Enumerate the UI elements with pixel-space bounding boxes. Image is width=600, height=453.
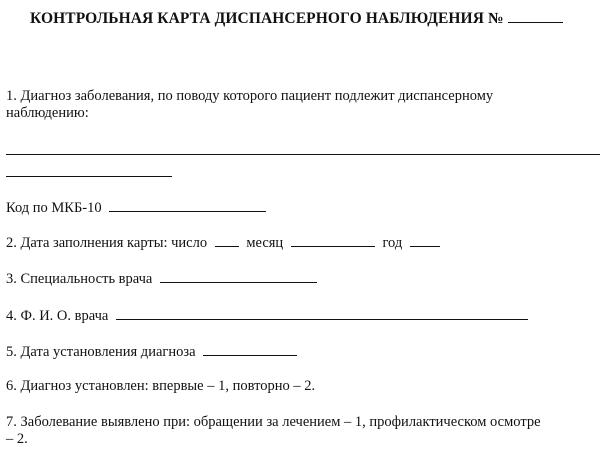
fill-day-field[interactable] xyxy=(215,234,239,247)
fill-date-label: 2. Дата заполнения карты: число xyxy=(6,235,208,251)
diagnosis-date-row xyxy=(6,343,297,361)
icd-code-field[interactable] xyxy=(109,199,266,212)
diagnosis-established-row xyxy=(6,378,315,395)
specialty-field[interactable] xyxy=(160,270,317,283)
disease-detected-row xyxy=(6,414,600,448)
diagnosis-question xyxy=(6,88,596,122)
disease-detected-line1: 7. Заболевание выявлено при: обращении за лечением – 1, профилактическом осмотре xyxy=(6,414,541,430)
icd-code-label: Код по МКБ-10 xyxy=(6,200,102,216)
form-title-text: КОНТРОЛЬНАЯ КАРТА ДИСПАНСЕРНОГО НАБЛЮДЕНИЯ № xyxy=(30,10,504,27)
diagnosis-date-label: 5. Дата установления диагноза xyxy=(6,344,196,360)
fill-month-field[interactable] xyxy=(291,234,375,247)
doctor-name-label: 4. Ф. И. О. врача xyxy=(6,308,109,324)
diagnosis-field-line-2[interactable] xyxy=(6,176,172,177)
fill-month-label: месяц xyxy=(246,235,284,251)
form-title xyxy=(30,9,563,28)
diagnosis-established-text: 6. Диагноз установлен: впервые – 1, повторно – 2. xyxy=(6,378,316,394)
doctor-name-row xyxy=(6,307,528,325)
diagnosis-field-line-1[interactable] xyxy=(6,154,600,155)
fill-date-row xyxy=(6,234,440,252)
fill-year-field[interactable] xyxy=(410,234,440,247)
specialty-label: 3. Специальность врача xyxy=(6,271,153,287)
specialty-row xyxy=(6,270,317,288)
disease-detected-line2: – 2. xyxy=(6,431,28,447)
diagnosis-question-line2: наблюдению: xyxy=(6,105,89,121)
icd-code-row xyxy=(6,199,266,217)
diagnosis-date-field[interactable] xyxy=(203,343,297,356)
card-number-field[interactable] xyxy=(508,9,563,23)
doctor-name-field[interactable] xyxy=(116,307,528,320)
fill-year-label: год xyxy=(382,235,403,251)
diagnosis-question-line1: 1. Диагноз заболевания, по поводу которого пациент подлежит диспансерному xyxy=(6,88,494,104)
